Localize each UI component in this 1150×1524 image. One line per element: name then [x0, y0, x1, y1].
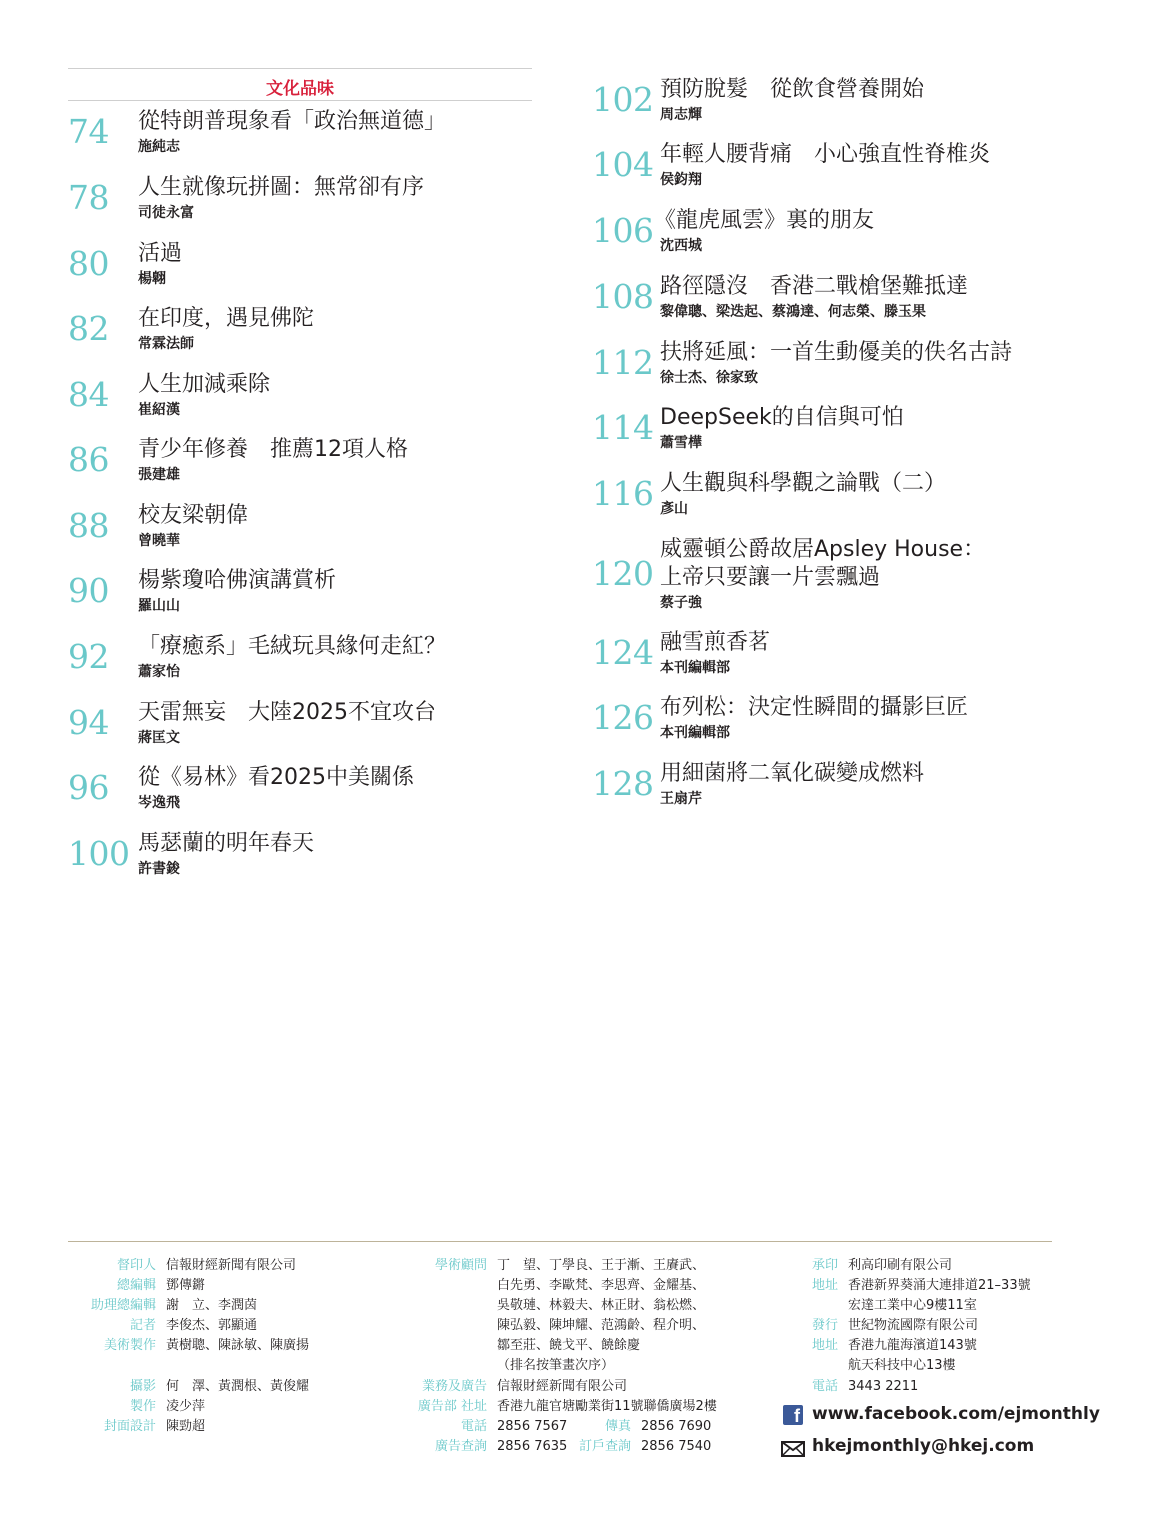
label-business: 業務及廣告: [421, 1379, 487, 1394]
article-title: 人生加減乘除: [138, 372, 271, 397]
page-number: 108: [592, 277, 654, 316]
section-title: 文化品味: [266, 79, 334, 99]
facebook-icon: f: [783, 1405, 803, 1425]
label-reporter: 記者: [129, 1318, 156, 1333]
page-number: 104: [592, 145, 654, 184]
label-address: 廣告部 社址: [417, 1399, 487, 1414]
label-sub-enquiry: 訂戶查詢: [578, 1439, 631, 1454]
label-advisors: 學術顧問: [434, 1258, 487, 1273]
article-title: 楊紫瓊哈佛演講賞析: [138, 568, 337, 593]
value-cover-design: 陳勁超: [166, 1419, 206, 1434]
facebook-link[interactable]: www.facebook.com/ejmonthly: [812, 1404, 1100, 1424]
article-title: 人生就像玩拼圖：無常卻有序: [138, 175, 425, 200]
page-number: 84: [68, 375, 109, 414]
article-author: 羅山山: [138, 598, 180, 614]
article-author: 王扇芹: [660, 791, 702, 807]
label-fax: 傳真: [604, 1419, 631, 1434]
value-production: 凌少萍: [166, 1399, 206, 1414]
advisors-line: 吳敬璉、林毅夫、林正財、翁松燃、: [497, 1298, 706, 1313]
article-title: 用細菌將二氧化碳變成燃料: [660, 761, 925, 786]
top-rule: [68, 68, 532, 69]
page-number: 116: [592, 474, 654, 513]
article-title-line2: 上帝只要讓一片雲飄過: [660, 565, 881, 590]
page-number: 94: [68, 703, 109, 742]
page-number: 74: [68, 112, 109, 151]
value-distributor: 世紀物流國際有限公司: [848, 1318, 979, 1333]
article-author: 本刊編輯部: [660, 725, 730, 741]
label-publisher: 督印人: [116, 1258, 156, 1273]
article-title: 布列松：決定性瞬間的攝影巨匠: [660, 695, 969, 720]
advisors-line: 白先勇、李歐梵、李思齊、金耀基、: [497, 1278, 706, 1293]
article-author: 曾曉華: [138, 533, 180, 549]
page-number: 114: [592, 408, 654, 447]
article-author: 楊翺: [138, 271, 166, 287]
value-printer: 利高印刷有限公司: [848, 1258, 953, 1273]
page-number: 86: [68, 440, 109, 479]
label-photo: 攝影: [129, 1379, 156, 1394]
value-chief-editor: 鄧傳鏘: [166, 1278, 206, 1293]
article-title: 扶將延風：一首生動優美的佚名古詩: [660, 340, 1013, 365]
label-chief-editor: 總編輯: [116, 1278, 156, 1293]
article-author: 司徒永富: [138, 205, 194, 221]
page-number: 92: [68, 637, 109, 676]
advisors-line: 陳弘毅、陳坤耀、范鴻齡、程介明、: [497, 1318, 706, 1333]
article-title: 青少年修養 推薦12項人格: [138, 437, 408, 462]
value-fax: 2856 7690: [641, 1419, 712, 1434]
article-title: 預防脫髮 從飲食營養開始: [660, 77, 925, 102]
label-assistant-editor: 助理總編輯: [90, 1298, 156, 1313]
article-title: 在印度，遇見佛陀: [138, 306, 315, 331]
page-number: 120: [592, 554, 654, 593]
article-title: 人生觀與科學觀之論戰（二）: [660, 471, 947, 496]
page-number: 102: [592, 80, 654, 119]
value-distributor-phone: 3443 2211: [848, 1379, 919, 1394]
article-author: 張建雄: [138, 467, 180, 483]
masthead-rule: [68, 1241, 1052, 1242]
article-author: 沈西城: [660, 238, 702, 254]
label-printer-address: 地址: [811, 1278, 838, 1293]
value-ad-enquiry: 2856 7635: [497, 1439, 568, 1454]
article-author: 崔紹漢: [138, 402, 180, 418]
page-number: 128: [592, 764, 654, 803]
page-number: 80: [68, 244, 109, 283]
article-author: 蔣匡文: [138, 730, 180, 746]
article-author: 周志輝: [660, 107, 702, 123]
section-rule: [68, 100, 532, 101]
value-reporter: 李俊杰、郭顯通: [166, 1318, 258, 1333]
value-sub-enquiry: 2856 7540: [641, 1439, 712, 1454]
article-author: 施純志: [138, 139, 180, 155]
article-title: 融雪煎香茗: [660, 630, 771, 655]
page-number: 124: [592, 633, 654, 672]
page-number: 82: [68, 309, 109, 348]
article-title: 馬瑟蘭的明年春天: [138, 831, 315, 856]
page-number: 100: [68, 834, 130, 873]
value-address: 香港九龍官塘勵業街11號聯僑廣場2樓: [497, 1399, 717, 1414]
value-art: 黃樹聰、陳詠敏、陳廣揚: [166, 1338, 310, 1353]
label-distributor: 發行: [811, 1318, 838, 1333]
value-printer-address: 香港新界葵涌大連排道21–33號: [848, 1278, 1031, 1293]
advisors-line: 鄒至莊、饒戈平、饒餘慶: [497, 1338, 641, 1353]
email-link[interactable]: hkejmonthly@hkej.com: [812, 1436, 1035, 1456]
article-author: 許書鋑: [138, 861, 180, 877]
page-number: 126: [592, 698, 654, 737]
value-phone: 2856 7567: [497, 1419, 568, 1434]
advisors-line: 丁 望、丁學良、王于漸、王賡武、: [497, 1258, 706, 1273]
label-cover-design: 封面設計: [103, 1419, 156, 1434]
page-number: 88: [68, 506, 109, 545]
page-number: 106: [592, 211, 654, 250]
label-printer: 承印: [811, 1258, 838, 1273]
value-printer-address-2: 宏達工業中心9樓11室: [848, 1298, 977, 1313]
label-distributor-phone: 電話: [811, 1379, 838, 1394]
label-phone: 電話: [460, 1419, 487, 1434]
article-title: 「療癒系」毛絨玩具緣何走紅？: [138, 634, 447, 659]
article-title: 《龍虎風雲》裏的朋友: [654, 208, 875, 233]
article-title: 年輕人腰背痛 小心強直性脊椎炎: [660, 142, 991, 167]
article-title: 從特朗普現象看「政治無道德」: [138, 109, 447, 134]
value-distributor-address-2: 航天科技中心13樓: [848, 1358, 956, 1373]
article-author: 常霖法師: [138, 336, 194, 352]
article-title: 天雷無妄 大陸2025不宜攻台: [138, 700, 436, 725]
article-title: 威靈頓公爵故居Apsley House：: [660, 537, 986, 562]
article-title: DeepSeek的自信與可怕: [660, 405, 904, 430]
label-distributor-address: 地址: [811, 1338, 838, 1353]
article-author: 本刊編輯部: [660, 660, 730, 676]
label-production: 製作: [129, 1399, 156, 1414]
article-author: 彥山: [660, 501, 688, 517]
article-author: 徐士杰、徐家致: [660, 370, 758, 386]
page-number: 96: [68, 768, 109, 807]
article-author: 侯鈞翔: [660, 172, 702, 188]
advisors-note: （排名按筆畫次序）: [497, 1358, 615, 1373]
page-number: 78: [68, 178, 109, 217]
article-title: 從《易林》看2025中美關係: [138, 765, 414, 790]
article-author: 岑逸飛: [138, 795, 180, 811]
article-author: 黎偉聰、梁迭起、蔡鴻達、何志榮、滕玉果: [660, 304, 926, 320]
article-title: 校友梁朝偉: [138, 503, 249, 528]
article-author: 蕭家怡: [138, 664, 180, 680]
value-distributor-address: 香港九龍海濱道143號: [848, 1338, 977, 1353]
value-photo: 何 澤、黃潤根、黃俊耀: [166, 1379, 310, 1394]
article-title: 路徑隱沒 香港二戰槍堡難抵達: [660, 274, 969, 299]
label-ad-enquiry: 廣告查詢: [434, 1439, 487, 1454]
label-art: 美術製作: [103, 1338, 156, 1353]
page-number: 112: [592, 343, 654, 382]
page-number: 90: [68, 571, 109, 610]
article-author: 蔡子強: [660, 595, 702, 611]
article-author: 蕭雪樺: [660, 435, 702, 451]
value-business: 信報財經新聞有限公司: [497, 1379, 628, 1394]
value-assistant-editor: 謝 立、李潤茵: [166, 1298, 258, 1313]
value-publisher: 信報財經新聞有限公司: [166, 1258, 297, 1273]
mail-icon: [781, 1441, 805, 1457]
article-title: 活過: [138, 241, 183, 266]
